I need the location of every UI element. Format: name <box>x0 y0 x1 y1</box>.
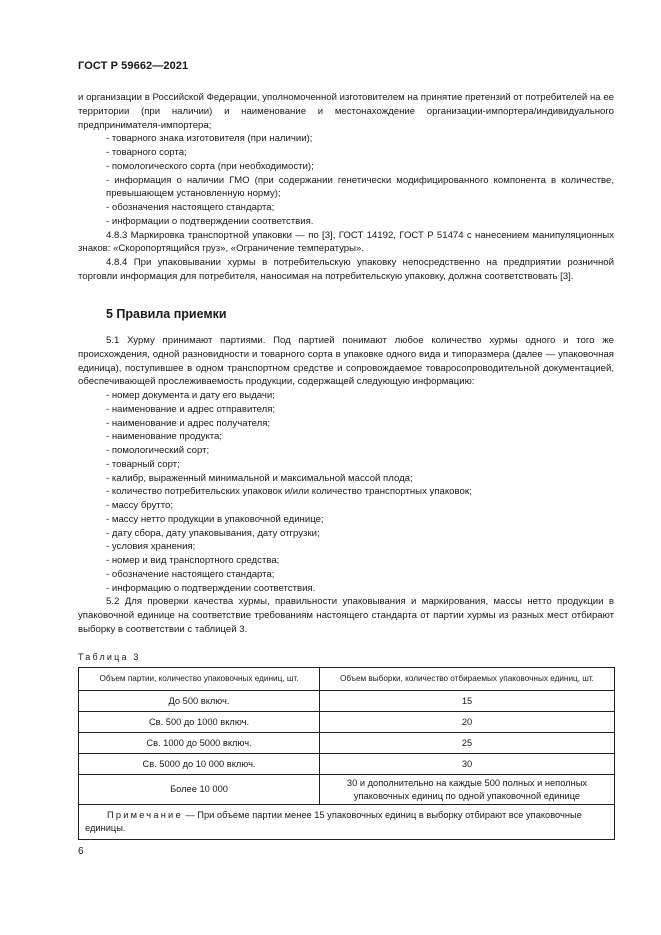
list-item: - помологического сорта (при необходимости); <box>106 160 314 172</box>
paragraph-4-8-4: 4.8.4 При упаковывании хурмы в потребительскую упаковку непосредственно на предприятии розничной торговли информация для потребителя, наносимая на потребительскую упаковку, должна соответствовать [3]. <box>78 257 614 282</box>
list-item: - информацию о подтверждении соответствия. <box>106 582 316 594</box>
table-row <box>79 691 615 712</box>
section-heading: 5 Правила приемки <box>106 307 227 321</box>
sample-size-cell: 20 <box>320 712 615 733</box>
lot-size-cell: Св. 500 до 1000 включ. <box>79 712 320 733</box>
sample-size-cell: 30 <box>320 754 615 775</box>
list-item: - товарный сорт; <box>106 458 180 470</box>
table-row <box>79 712 615 733</box>
list-item: - номер документа и дату его выдачи; <box>106 390 275 401</box>
table-note-row <box>79 805 615 840</box>
marking-requirements-block <box>78 91 614 284</box>
note-label: Примечание <box>107 810 183 820</box>
column-header-sample-size: Объем выборки, количество отбираемых упаковочных единиц, шт. <box>320 668 615 691</box>
lot-size-cell: Более 10 000 <box>79 775 320 805</box>
table-row <box>79 754 615 775</box>
list-item: - товарного знака изготовителя (при наличии); <box>106 133 313 145</box>
sample-size-cell: 25 <box>320 733 615 754</box>
list-item: - номер и вид транспортного средства; <box>106 555 280 566</box>
list-item: - калибр, выраженный минимальной и максимальной массой плода; <box>106 472 413 484</box>
list-item: - массу брутто; <box>106 500 174 511</box>
lot-size-cell: Св. 5000 до 10 000 включ. <box>79 754 320 775</box>
list-item: - обозначение настоящего стандарта; <box>106 568 275 580</box>
table-header-row <box>79 668 615 691</box>
page-number: 6 <box>78 846 84 857</box>
list-item: - обозначения настоящего стандарта; <box>106 202 275 213</box>
paragraph-4-8-3: 4.8.3 Маркировка транспортной упаковки — по [3], ГОСТ 14192, ГОСТ Р 51474 с нанесением манипуляционных знаков: «Скоропортящийся груз», «Ограничение температуры». <box>78 229 614 255</box>
list-item: - количество потребительских упаковок и/или количество транспортных упаковок; <box>106 486 472 498</box>
list-item: - информации о подтверждении соответствия. <box>106 215 314 227</box>
paragraph-5-2: 5.2 Для проверки качества хурмы, правильности упаковывания и маркирования, массы нетто продукции в упаковочной единице на соответствие требованиям настоящего стандарта от партии хурмы из разных мест отбирают выборку в соответствии с таблицей 3. <box>78 596 614 635</box>
table-caption: Таблица 3 <box>78 652 141 662</box>
sample-size-cell: 15 <box>320 691 615 712</box>
lot-size-cell: До 500 включ. <box>79 691 320 712</box>
list-item: - массу нетто продукции в упаковочной единице; <box>106 513 324 525</box>
table-row <box>79 733 615 754</box>
list-item: - товарного сорта; <box>106 147 187 158</box>
paragraph-5-1: 5.1 Хурму принимают партиями. Под партией понимают любое количество хурмы одного и того же происхождения, одной разновидности и товарного сорта в упаковке одного вида и типоразмера (далее — упаковочная единица), поступившее в одном транспортном средстве и сопровождаемое товаросопроводительной документацией, обеспечивающей прослеживаемость продукции, содержащей следующую информацию: <box>78 335 614 388</box>
table-note <box>79 805 615 840</box>
list-item: - информация о наличии ГМО (при содержании генетически модифицированного компонента в количестве, превышающем установленную норму); <box>106 174 614 200</box>
list-item: - условия хранения; <box>106 541 196 553</box>
list-item: - дату сбора, дату упаковывания, дату отгрузки; <box>106 527 320 539</box>
sampling-table <box>78 667 615 840</box>
acceptance-rules-block <box>78 334 614 637</box>
note-text: — При объеме партии менее 15 упаковочных единиц в выборку отбирают все упаковочные единицы. <box>85 810 582 833</box>
list-item: - наименование и адрес отправителя; <box>106 403 276 415</box>
sample-size-cell: 30 и дополнительно на каждые 500 полных и неполных упаковочных единиц по одной упаковочной единице <box>320 775 615 805</box>
lot-size-cell: Св. 1000 до 5000 включ. <box>79 733 320 754</box>
list-item: - помологический сорт; <box>106 445 210 456</box>
list-item: - наименование продукта; <box>106 431 223 443</box>
table-row <box>79 775 615 805</box>
paragraph-continuation: и организации в Российской Федерации, уполномоченной изготовителем на принятие претензий от потребителей на ее территории (при наличии) и наименование и местонахождение организации-импортера/индивидуального предпринимателя-импортера; <box>78 92 614 131</box>
list-item: - наименование и адрес получателя; <box>106 417 271 429</box>
document-header: ГОСТ Р 59662—2021 <box>78 60 189 72</box>
column-header-lot-size: Объем партии, количество упаковочных единиц, шт. <box>79 668 320 691</box>
